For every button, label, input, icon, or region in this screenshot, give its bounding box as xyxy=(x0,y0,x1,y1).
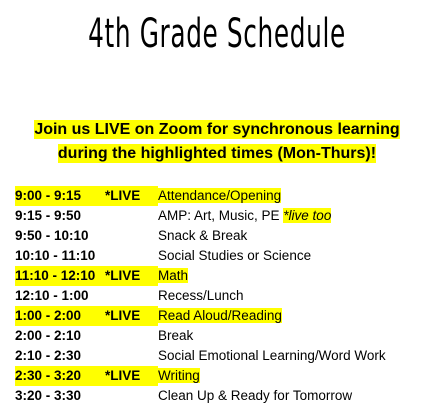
schedule-row xyxy=(15,306,430,326)
schedule-row xyxy=(15,186,430,206)
schedule-row xyxy=(15,346,430,366)
schedule-time: 11:10 - 12:10 xyxy=(15,266,158,286)
activity-note: *live too xyxy=(283,208,332,223)
live-marker: *LIVE xyxy=(105,268,141,283)
schedule-activity xyxy=(158,266,188,286)
schedule-time: 9:15 - 9:50 xyxy=(15,208,82,223)
schedule-time: 2:30 - 3:20 xyxy=(15,366,158,386)
schedule-time: 9:50 - 10:10 xyxy=(15,228,89,243)
schedule-row xyxy=(15,386,430,406)
activity-label: Attendance/Opening xyxy=(158,188,282,203)
zoom-banner xyxy=(0,118,434,166)
schedule-activity xyxy=(158,326,193,346)
activity-label: AMP: Art, Music, PE xyxy=(158,208,280,223)
banner-line-1: Join us LIVE on Zoom for synchronous learning xyxy=(34,121,400,138)
live-marker: *LIVE xyxy=(105,368,141,383)
schedule-time: 9:00 - 9:15 xyxy=(15,186,158,206)
schedule-time: 12:10 - 1:00 xyxy=(15,288,89,303)
live-marker: *LIVE xyxy=(105,188,141,203)
schedule-row xyxy=(15,286,430,306)
schedule-row xyxy=(15,226,430,246)
page-title: 4th Grade Schedule xyxy=(88,11,346,57)
schedule-activity xyxy=(158,306,282,326)
schedule-activity xyxy=(158,366,200,386)
schedule-row xyxy=(15,206,430,226)
schedule-activity xyxy=(158,346,386,366)
activity-label: Snack & Break xyxy=(158,228,248,243)
schedule-time: 10:10 - 11:10 xyxy=(15,248,96,263)
schedule-row xyxy=(15,246,430,266)
live-marker: *LIVE xyxy=(105,308,141,323)
activity-label: Clean Up & Ready for Tomorrow xyxy=(158,388,353,403)
schedule-row xyxy=(15,366,430,386)
schedule-activity xyxy=(158,246,311,266)
schedule-activity xyxy=(158,386,352,406)
activity-label: Writing xyxy=(158,368,200,383)
schedule-activity xyxy=(158,186,281,206)
schedule-time: 1:00 - 2:00 xyxy=(15,306,158,326)
schedule-activity xyxy=(158,226,247,246)
activity-label: Break xyxy=(158,328,194,343)
activity-label: Social Emotional Learning/Word Work xyxy=(158,348,386,363)
activity-label: Recess/Lunch xyxy=(158,288,244,303)
activity-label: Math xyxy=(158,268,189,283)
banner-line-2: during the highlighted times (Mon-Thurs)! xyxy=(57,145,377,162)
schedule-time: 3:20 - 3:30 xyxy=(15,388,82,403)
schedule-list xyxy=(15,186,430,406)
schedule-row xyxy=(15,326,430,346)
activity-label: Read Aloud/Reading xyxy=(158,308,282,323)
schedule-activity xyxy=(158,286,244,306)
schedule-activity xyxy=(158,206,331,226)
activity-label: Social Studies or Science xyxy=(158,248,312,263)
schedule-time: 2:00 - 2:10 xyxy=(15,328,82,343)
schedule-time: 2:10 - 2:30 xyxy=(15,348,82,363)
schedule-row xyxy=(15,266,430,286)
